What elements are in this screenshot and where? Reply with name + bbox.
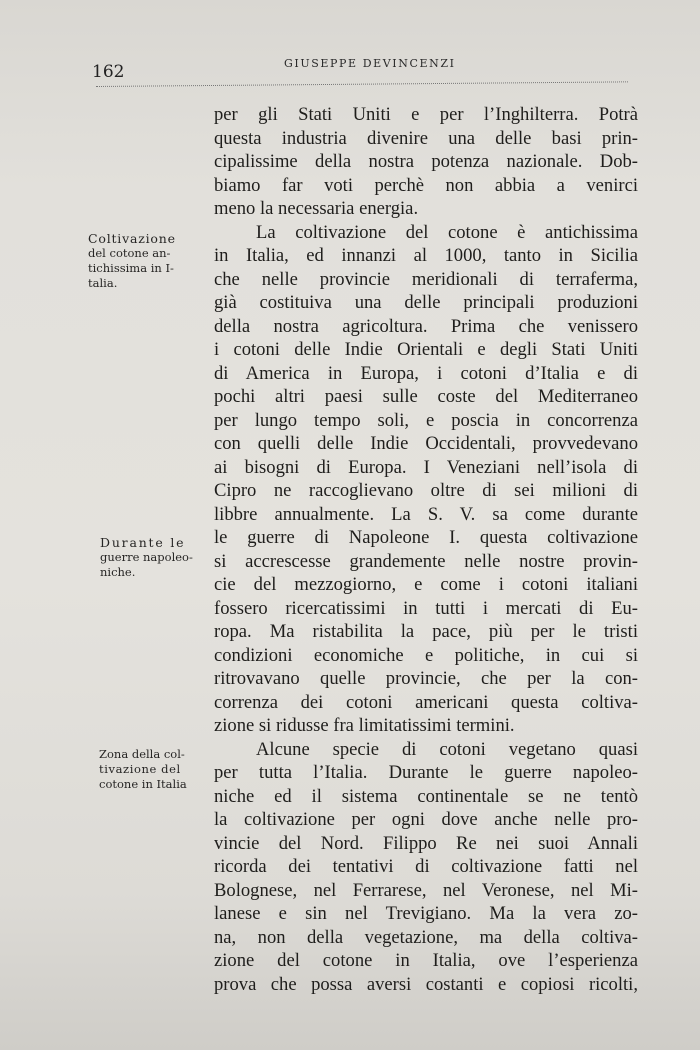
body-line: biamo far voti perchè non abbia a venirci	[214, 174, 638, 196]
body-line: fossero ricercatissimi in tutti i mercati di Eu-	[214, 597, 638, 619]
body-line: di America in Europa, i cotoni d’Italia e di	[214, 362, 638, 384]
margin-note-line: Durante le	[100, 535, 186, 550]
margin-note-line: del cotone an-	[88, 246, 171, 260]
margin-note-coltivazione	[88, 231, 176, 291]
margin-note-line: cotone in Italia	[99, 777, 187, 791]
body-line: correnza dei cotoni americani questa coltiva-	[214, 691, 638, 713]
body-text	[214, 103, 638, 996]
margin-note-guerre	[100, 535, 193, 580]
body-line: prova che possa aversi costanti e copiosi ricolti,	[214, 973, 638, 995]
margin-note-line: Zona della col-	[99, 747, 185, 761]
body-line: la coltivazione per ogni dove anche nelle pro-	[214, 809, 638, 830]
body-line: zione si ridusse fra limitatissimi termini.	[214, 715, 515, 736]
body-line: che nelle provincie meridionali di terraferma,	[214, 268, 638, 290]
body-line: Bolognese, nel Ferrarese, nel Veronese, nel Mi-	[214, 879, 638, 901]
body-line: ropa. Ma ristabilita la pace, più per le tristi	[214, 621, 638, 642]
body-line: niche ed il sistema continentale se ne tentò	[214, 785, 638, 807]
body-line: in Italia, ed innanzi al 1000, tanto in Sicilia	[214, 245, 638, 266]
body-line: libbre annualmente. La S. V. sa come durante	[214, 503, 638, 525]
body-line: ritrovavano quelle provincie, che per la con-	[214, 668, 638, 689]
body-line: meno la necessaria energia.	[214, 198, 419, 219]
margin-note-line: guerre napoleo-	[100, 550, 193, 564]
header-rule	[96, 81, 628, 87]
body-line: per tutta l’Italia. Durante le guerre napoleo-	[214, 762, 638, 783]
margin-note-line: niche.	[100, 565, 136, 579]
body-line: per gli Stati Uniti e per l’Inghilterra. Potrà	[214, 104, 638, 125]
body-line: Cipro ne raccoglievano oltre di sei milioni di	[214, 480, 638, 501]
body-line: ricorda dei tentativi di coltivazione fatti nel	[214, 856, 638, 877]
body-line: cipalissime della nostra potenza nazionale. Dob-	[214, 151, 638, 172]
margin-note-line: talia.	[88, 276, 118, 290]
margin-note-line: Coltivazione	[88, 231, 176, 246]
body-line: si accrescesse grandemente nelle nostre provin-	[214, 550, 638, 572]
body-line: le guerre di Napoleone I. questa coltivazione	[214, 527, 638, 548]
body-line: condizioni economiche e politiche, in cui si	[214, 644, 638, 666]
page-number: 162	[92, 62, 125, 82]
paragraph-start-line: Alcune specie di cotoni vegetano quasi	[256, 738, 638, 760]
margin-note-zona	[99, 747, 187, 792]
body-line: lanese e sin nel Trevigiano. Ma la vera zo-	[214, 903, 638, 924]
body-line: cie del mezzogiorno, e come i cotoni italiani	[214, 574, 638, 595]
body-line: già costituiva una delle principali produzioni	[214, 292, 638, 313]
body-line: per lungo tempo soli, e poscia in concorrenza	[214, 409, 638, 431]
body-line: i cotoni delle Indie Orientali e degli Stati Uniti	[214, 339, 638, 360]
margin-note-line: tichissima in I-	[88, 261, 174, 275]
body-line: pochi altri paesi sulle coste del Mediterraneo	[214, 386, 638, 407]
body-line: con quelli delle Indie Occidentali, provvedevano	[214, 433, 638, 454]
body-line: vincie del Nord. Filippo Re nei suoi Annali	[214, 832, 638, 854]
body-line: zione del cotone in Italia, ove l’esperienza	[214, 950, 638, 971]
margin-note-line: tivazione del	[99, 762, 181, 776]
body-line: na, non della vegetazione, ma della coltiva-	[214, 926, 638, 948]
body-line: ai bisogni di Europa. I Veneziani nell’isola di	[214, 456, 638, 478]
body-line: questa industria divenire una delle basi prin-	[214, 127, 638, 149]
body-line: della nostra agricoltura. Prima che venissero	[214, 315, 638, 337]
running-head: GIUSEPPE DEVINCENZI	[284, 57, 456, 70]
paragraph-start-line: La coltivazione del cotone è antichissima	[256, 221, 638, 243]
